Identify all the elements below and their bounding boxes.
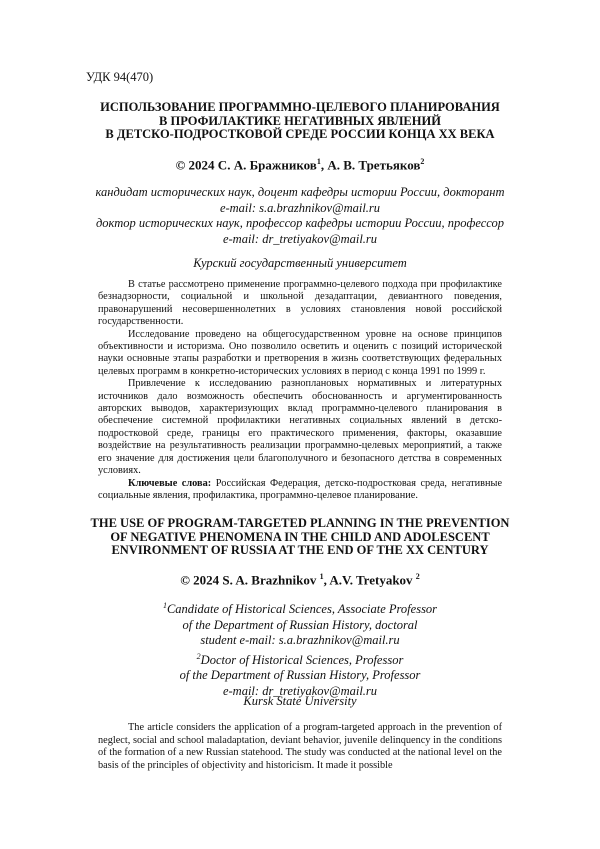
ru-title	[60, 101, 540, 142]
en-affiliation-line: $^2$Doctor of Historical Sciences, Professor	[196, 651, 404, 667]
en-aff-sup-2: 2	[196, 651, 201, 661]
keywords-text: Российская Федерация, детско-подростковая среда, негативные социальные явления, профилактика, программно-целевое планирование.	[98, 477, 503, 501]
ru-abstract	[98, 279, 502, 502]
en-authors-middle: , A.V. Tretyakov	[323, 572, 416, 588]
en-affiliation-email: e-mail: dr_tretiyakov@mail.ru	[222, 683, 378, 698]
en-affiliation-line: of the Department of Russian History, doctoral	[182, 617, 418, 632]
ru-abstract-paragraph: В статье рассмотрено применение программно-целевого подхода при профилактике безнадзорности, социальной и школьной дезадаптации, девиантного поведения, правонарушений несовершеннолетних в условиях становления новой российской государственности.	[98, 279, 502, 328]
ru-title-line: В ПРОФИЛАКТИКЕ НЕГАТИВНЫХ ЯВЛЕНИЙ	[159, 113, 441, 128]
en-affiliation-line: of the Department of Russian History, Professor	[179, 668, 421, 683]
en-aff-sup-1: 1	[162, 601, 167, 610]
ru-affiliation-line: кандидат исторических наук, доцент кафедры истории России, докторант	[95, 185, 505, 199]
udk-code: УДК 94(470)	[86, 70, 154, 84]
ru-keywords	[98, 478, 502, 503]
ru-author-sup-1: 1	[316, 157, 321, 166]
ru-author-sup-2: 2	[420, 157, 425, 166]
ru-title-line: ИСПОЛЬЗОВАНИЕ ПРОГРАММНО-ЦЕЛЕВОГО ПЛАНИРОВАНИЯ	[100, 100, 500, 114]
ru-authors	[60, 157, 540, 173]
en-authors	[60, 572, 540, 588]
keywords-label: Ключевые слова:	[128, 477, 212, 489]
ru-affiliation-email: e-mail: s.a.brazhnikov@mail.ru	[219, 200, 381, 215]
en-affiliations	[80, 598, 520, 699]
ru-university: Курский государственный университет	[193, 256, 407, 270]
ru-affiliations	[80, 185, 520, 247]
en-title-line: OF NEGATIVE PHENOMENA IN THE CHILD AND ADOLESCENT	[110, 529, 490, 544]
en-title-line: THE USE OF PROGRAM-TARGETED PLANNING IN THE PREVENTION	[90, 516, 510, 530]
ru-affiliation-email: e-mail: dr_tretiyakov@mail.ru	[222, 231, 378, 246]
en-author-sup-2: 2	[415, 572, 420, 581]
en-affiliation-email: student e-mail: s.a.brazhnikov@mail.ru	[200, 633, 400, 648]
ru-abstract-paragraph: Исследование проведено на общегосударственном уровне на основе принципов объективности и историзма. Оно позволило осветить и оценить с позиций исторической науки основные этапы разработки и претворения в жизнь соответствующих федеральных целевых программ в конкретно-исторических условиях в период с конца 1991 по 1999 г.	[98, 328, 502, 377]
en-title-line: ENVIRONMENT OF RUSSIA AT THE END OF THE XX CENTURY	[111, 543, 489, 557]
en-authors-prefix: © 2024 S. A. Brazhnikov	[180, 572, 320, 588]
en-author-sup-1: 1	[319, 572, 324, 581]
ru-abstract-paragraph: Привлечение к исследованию разноплановых нормативных и литературных источников дало возможность обеспечить обоснованность и аргументированность авторских выводов, характеризующих вклад программно-целевого планирования в обеспечение системной профилактики негативных социальных явлений в детско-подростковой среде, границы его практического применения, факторы, оказавшие воздействие на результативность реализации программно-целевых мероприятий, а также его значение для достижения цели благополучного и безопасного детства в современных условиях.	[98, 378, 502, 477]
en-title	[60, 517, 540, 558]
en-abstract-paragraph: The article considers the application of a program-targeted approach in the prevention of neglect, social and school maladaptation, deviant behavior, juvenile delinquency in the conditions of the formation of a new Russian statehood. The study was conducted at the national level on the basis of the principles of objectivity and historicism. It made it possible	[98, 722, 502, 771]
ru-title-line: В ДЕТСКО-ПОДРОСТКОВОЙ СРЕДЕ РОССИИ КОНЦА XX ВЕКА	[105, 127, 495, 141]
en-university: Kursk State University	[243, 694, 357, 708]
en-abstract	[98, 722, 502, 772]
ru-authors-prefix: © 2024 С. А. Бражников	[175, 157, 317, 173]
ru-authors-middle: , А. В. Третьяков	[320, 157, 421, 173]
en-affiliation-line: $^1$Candidate of Historical Sciences, Associate Professor	[162, 601, 438, 617]
ru-affiliation-line: доктор исторических наук, профессор кафедры истории России, профессор	[95, 216, 505, 230]
